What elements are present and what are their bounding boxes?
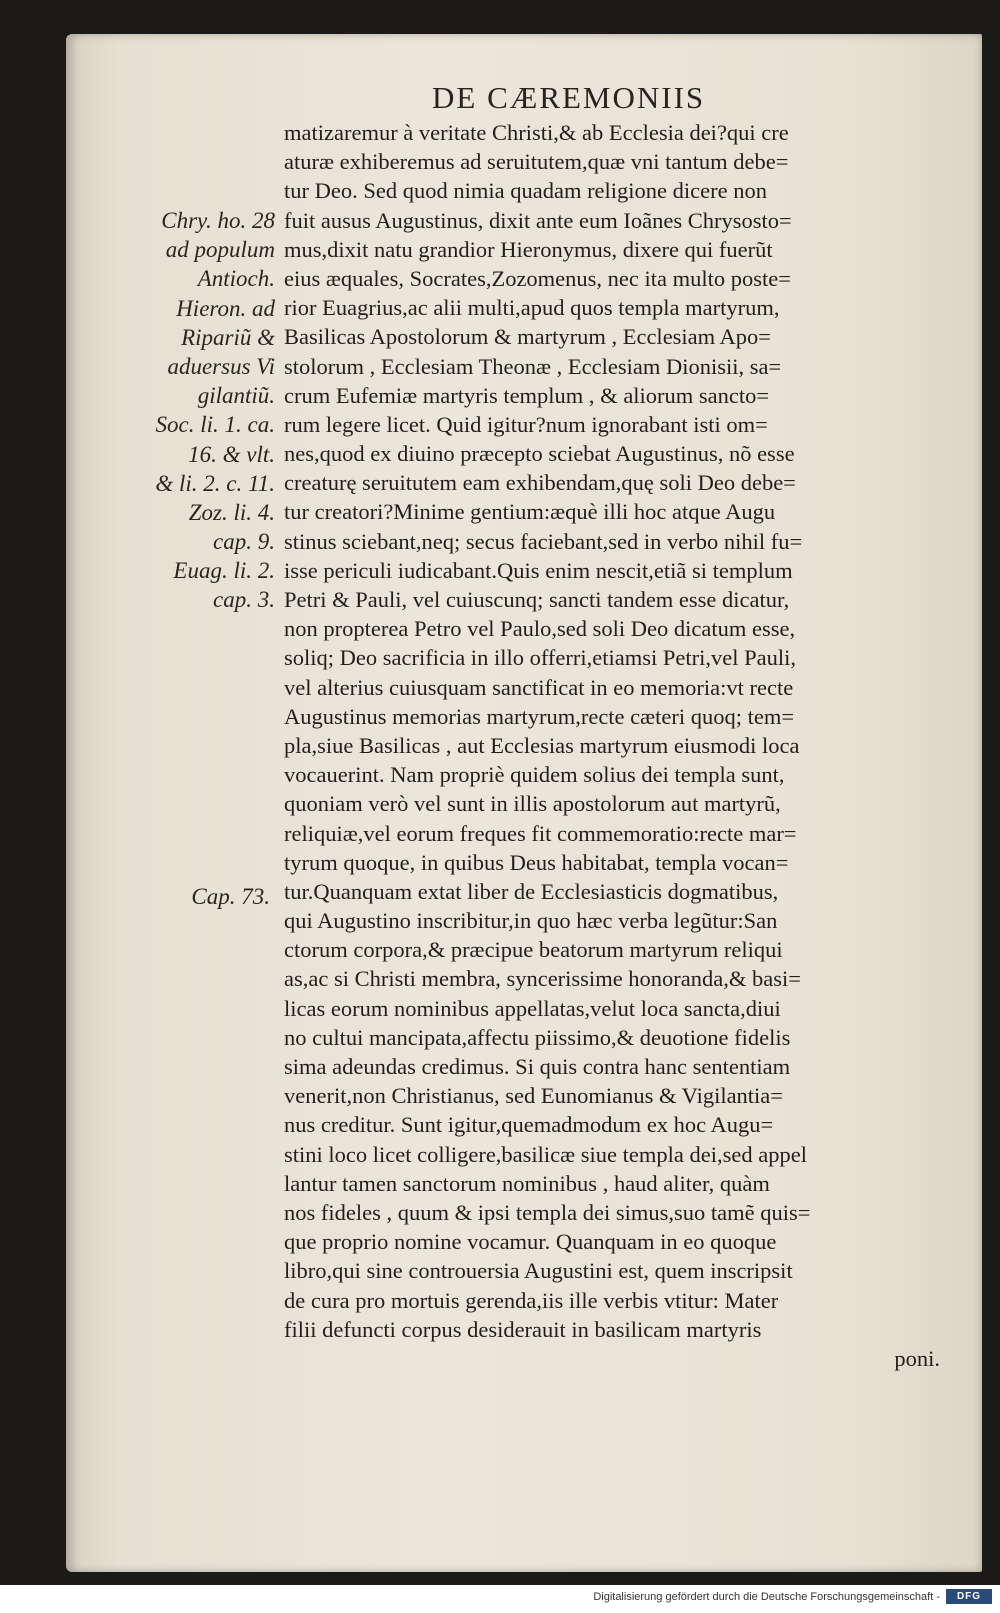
text-line: Augustinus memorias martyrum,recte cæteri quoq; tem=: [284, 703, 795, 729]
text-line: tur.Quanquam extat liber de Ecclesiasticis dogmatibus,: [284, 878, 779, 904]
text-line: matizaremur à veritate Christi,& ab Ecclesia dei?qui cre: [284, 120, 789, 145]
text-line: mus,dixit natu grandior Hieronymus, dixere qui fuerũt: [284, 236, 773, 262]
text-line: sima adeundas credimus. Si quis contra hanc sententiam: [284, 1054, 791, 1079]
text-line: nes,quod ex diuino præcepto sciebat Augustinus, nõ esse: [284, 441, 795, 467]
marginal-note-line: cap. 9.: [213, 529, 275, 555]
text-line: vocauerint. Nam propriè quidem solius dei templa sunt,: [284, 762, 785, 788]
text-line: tur creatori?Minime gentium:æquè illi hoc atque Augu: [284, 499, 776, 525]
marginal-note-line: ad populum: [165, 237, 275, 263]
marginal-note-line: aduersus Vi: [167, 353, 275, 379]
text-line: aturæ exhiberemus ad seruitutem,quæ vni tantum debe=: [284, 149, 789, 175]
text-line: soliq; Deo sacrificia in illo offerri,etiamsi Petri,vel Pauli,: [284, 645, 796, 671]
text-line: lantur tamen sanctorum nominibus , haud aliter, quàm: [284, 1170, 770, 1196]
text-line: que proprio nomine vocamur. Quanquam in eo quoque: [284, 1229, 777, 1255]
marginal-note-cap-73: Cap. 73.: [191, 884, 270, 909]
text-line: reliquiæ,vel eorum freques fit commemoratio:recte mar=: [284, 820, 797, 846]
dfg-logo-icon: DFG: [946, 1589, 992, 1604]
text-line: ctorum corpora,& præcipue beatorum martyrum reliqui: [284, 937, 783, 963]
text-line: isse periculi iudicabant.Quis enim nescit,etiã si templum: [284, 557, 793, 583]
text-line: stolorum , Ecclesiam Theonæ , Ecclesiam Dionisii, sa=: [284, 353, 782, 379]
footer-credit: Digitalisierung gefördert durch die Deutsche Forschungsgemeinschaft -: [593, 1591, 940, 1603]
text-line: rum legere licet. Quid igitur?num ignorabant isti om=: [284, 411, 768, 437]
text-line: rior Euagrius,ac alii multi,apud quos templa martyrum,: [284, 295, 780, 321]
text-line: quoniam verò vel sunt in illis apostolorum aut martyrũ,: [284, 791, 781, 817]
marginal-note-line: cap. 3.: [213, 587, 275, 613]
body-text: [284, 118, 954, 1373]
text-line: crum Eufemiæ martyris templum , & aliorum sancto=: [284, 382, 770, 408]
text-line: fuit ausus Augustinus, dixit ante eum Ioãnes Chrysosto=: [284, 207, 792, 233]
marginal-note-line: Chry. ho. 28: [161, 208, 275, 233]
marginal-note-line: Ripariũ &: [181, 324, 275, 350]
text-line: licas eorum nominibus appellatas,velut loca sancta,diui: [284, 995, 781, 1021]
marginal-notes: [130, 206, 275, 615]
marginal-note-line: Hieron. ad: [176, 295, 275, 321]
text-line: filii defuncti corpus desiderauit in basilicam martyris: [284, 1316, 762, 1342]
text-line: nus creditur. Sunt igitur,quemadmodum ex hoc Augu=: [284, 1112, 774, 1138]
text-line: no cultui mancipata,affectu piissimo,& deuotione fidelis: [284, 1024, 791, 1050]
text-line: venerit,non Christianus, sed Eunomianus & Vigilantia=: [284, 1083, 783, 1109]
marginal-note-line: Euag. li. 2.: [173, 558, 275, 584]
text-line: tur Deo. Sed quod nimia quadam religione dicere non: [284, 178, 767, 204]
text-line: libro,qui sine controuersia Augustini est, quem inscripsit: [284, 1258, 793, 1284]
text-line: Basilicas Apostolorum & martyrum , Ecclesiam Apo=: [284, 324, 771, 350]
text-line: stini loco licet colligere,basilicæ siue templa dei,sed appel: [284, 1141, 807, 1167]
text-line: Petri & Pauli, vel cuiuscunq; sancti tandem esse dicatur,: [284, 587, 790, 612]
text-line: nos fideles , quum & ipsi templa dei simus,suo tamẽ quis=: [284, 1199, 811, 1225]
text-line: eius æquales, Socrates,Zozomenus, nec ita multo poste=: [284, 265, 791, 291]
marginal-note-line: Soc. li. 1. ca.: [155, 412, 275, 438]
text-line: creaturę seruitutem eam exhibendam,quę soli Deo debe=: [284, 470, 796, 496]
text-line: vel alterius cuiusquam sanctificat in eo memoria:vt recte: [284, 674, 794, 700]
marginal-note-line: Zoz. li. 4.: [188, 499, 275, 525]
marginal-note-line: Antioch.: [197, 266, 275, 292]
text-line: non propterea Petro vel Paulo,sed soli Deo dicatum esse,: [284, 616, 796, 642]
running-head: DE CÆREMONIIS: [432, 80, 706, 115]
text-line: de cura pro mortuis gerenda,iis ille verbis vtitur: Mater: [284, 1287, 779, 1313]
text-line: qui Augustino inscribitur,in quo hæc verba legũtur:San: [284, 908, 778, 934]
marginal-note-line: gilantiũ.: [197, 383, 275, 409]
text-line: poni.: [894, 1345, 940, 1371]
text-line: stinus sciebant,neq; secus faciebant,sed in verbo nihil fu=: [284, 528, 803, 554]
marginal-note-line: & li. 2. c. 11.: [155, 470, 275, 496]
marginal-note-line: 16. & vlt.: [188, 441, 275, 467]
text-line: tyrum quoque, in quibus Deus habitabat, templa vocan=: [284, 849, 789, 875]
text-line: as,ac si Christi membra, syncerissime honoranda,& basi=: [284, 966, 801, 992]
text-line: pla,siue Basilicas , aut Ecclesias martyrum eiusmodi loca: [284, 732, 800, 758]
